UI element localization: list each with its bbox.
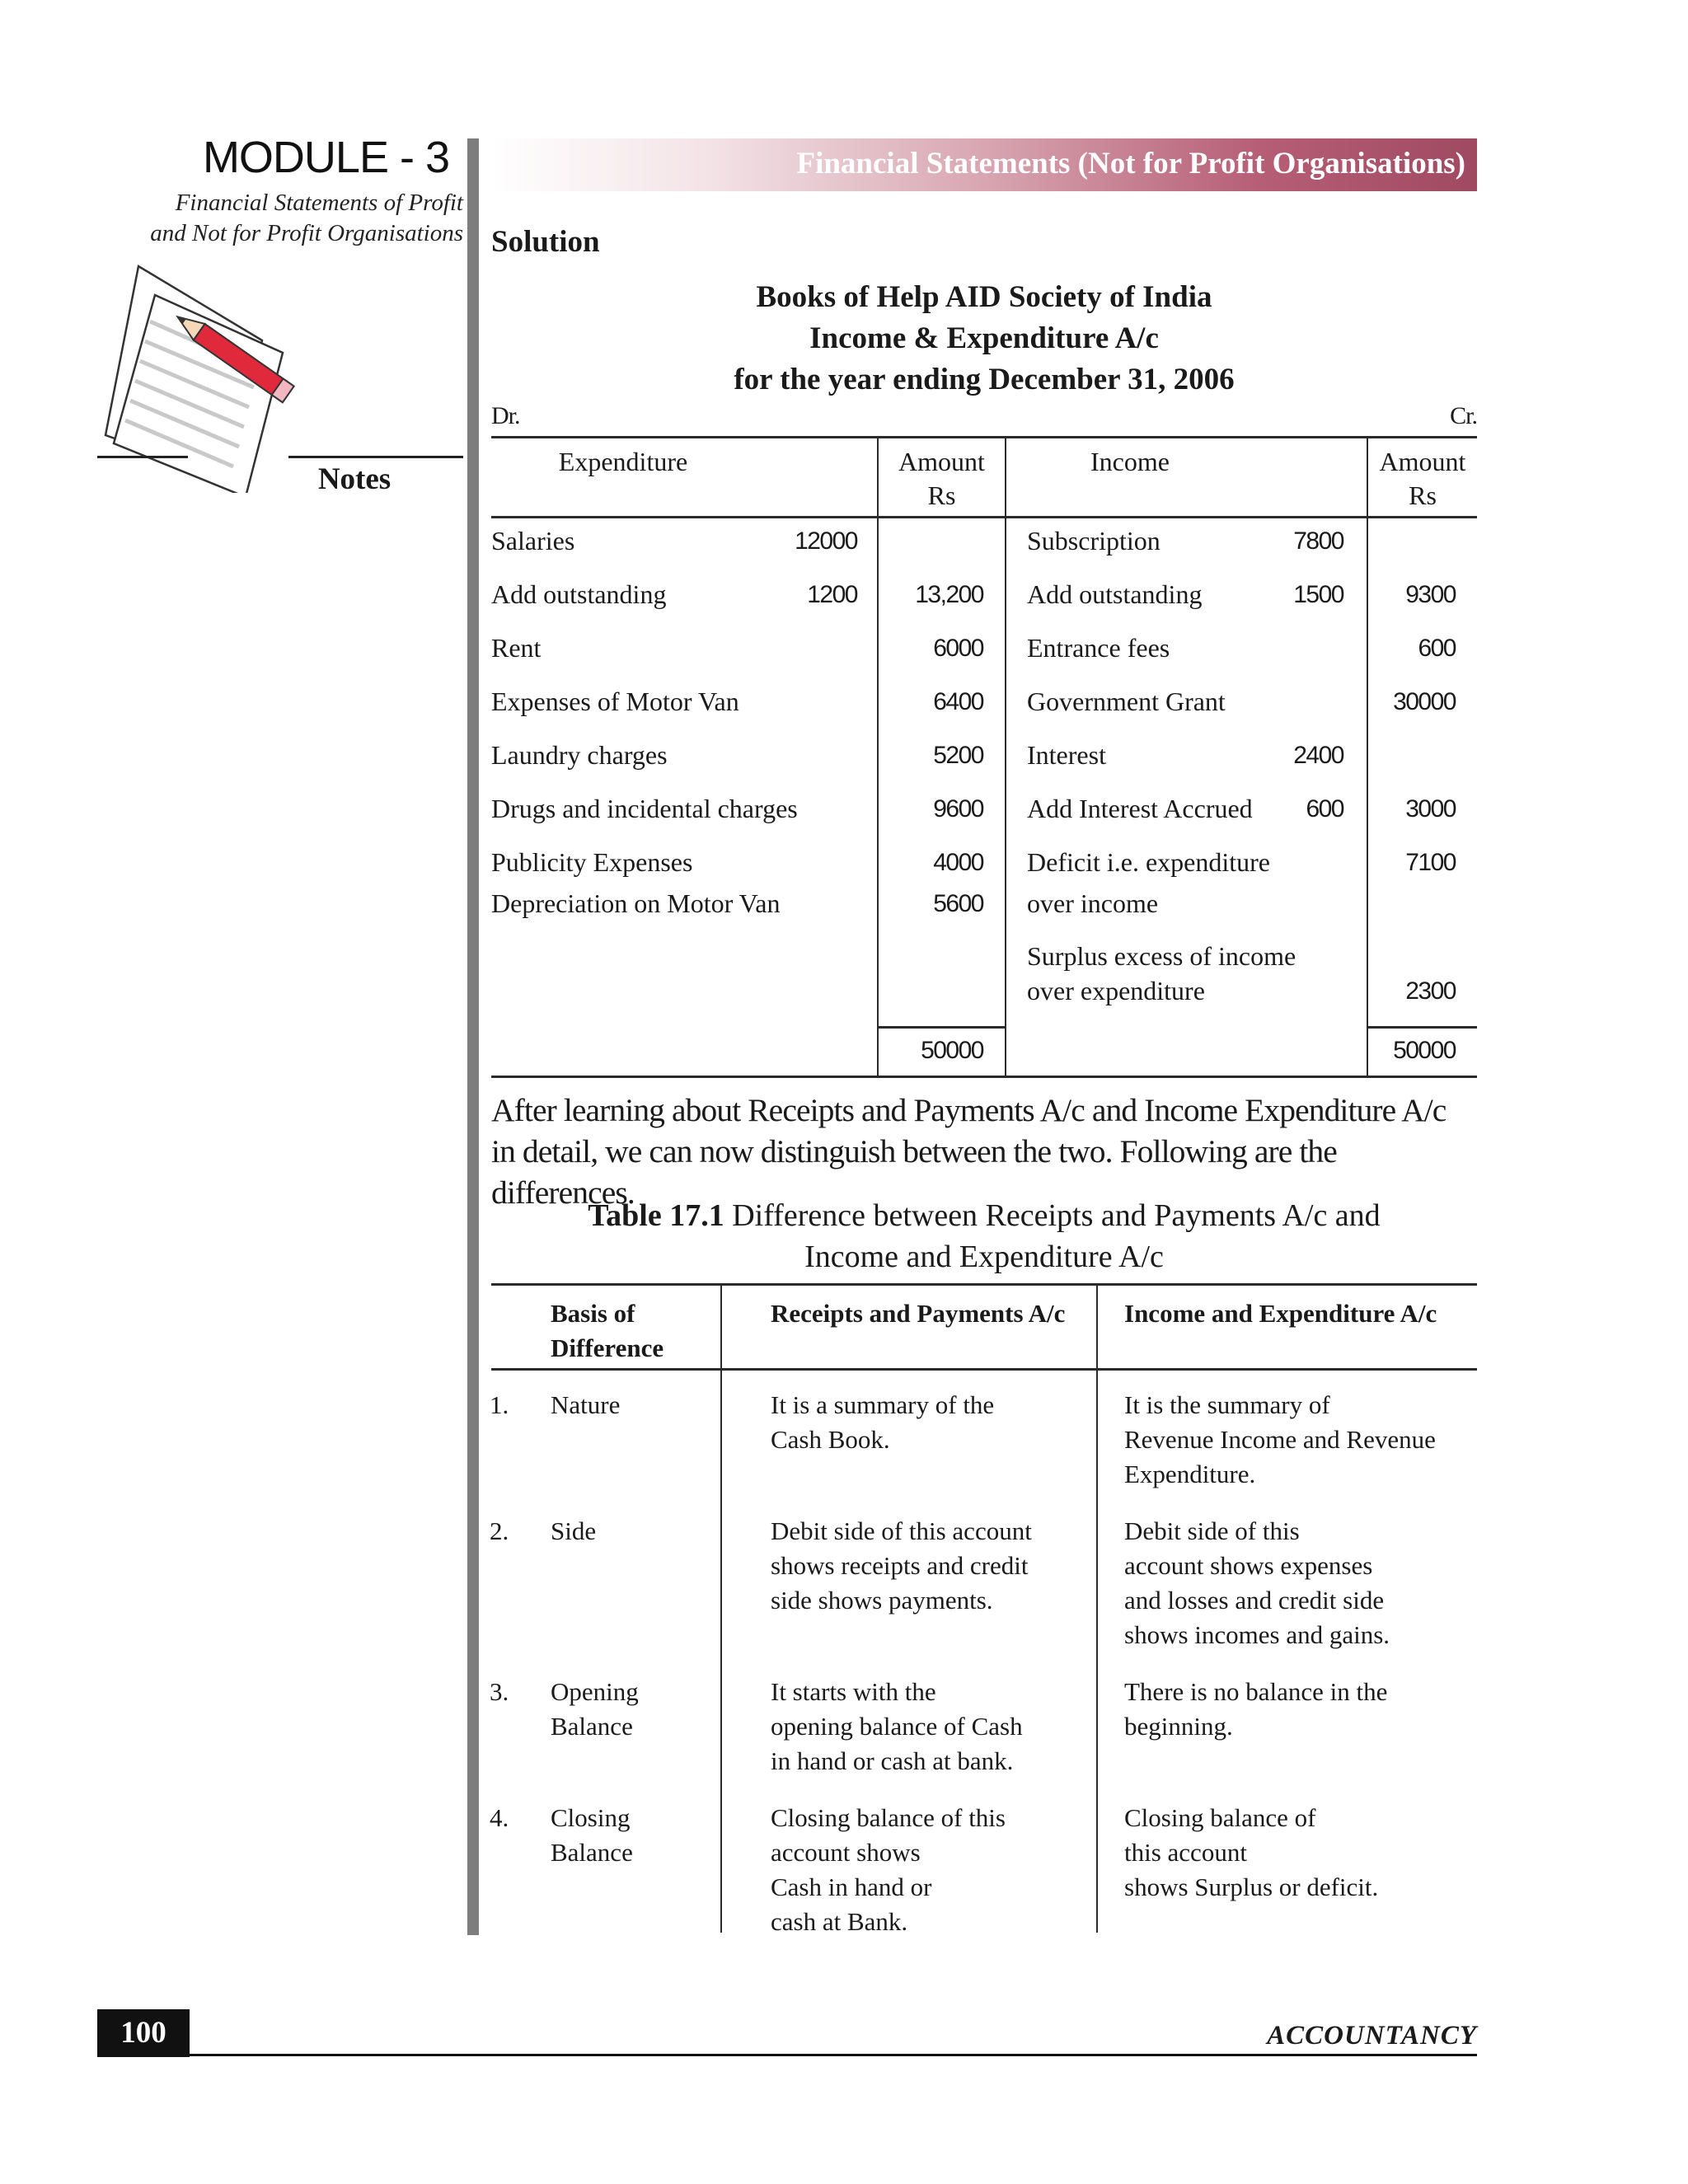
diff-text-line: Nature <box>551 1390 621 1419</box>
exp-amount: 5200 <box>933 742 983 769</box>
diff-row-rp <box>771 1801 1006 1939</box>
diff-text-line: beginning. <box>1124 1712 1233 1741</box>
table-caption-line1: Difference between Receipts and Payments A/c and <box>724 1198 1381 1233</box>
footer-subject: ACCOUNTANCY <box>1267 2021 1477 2050</box>
diff-text-line: Closing balance of <box>1124 1803 1316 1832</box>
diff-text-line: It is a summary of the <box>771 1390 995 1419</box>
banner-title: Financial Statements (Not for Profit Organisations) <box>796 147 1465 180</box>
inc-label: Surplus excess of income <box>1027 941 1296 971</box>
exp-amount: 9600 <box>933 795 983 823</box>
exp-sub: 12000 <box>795 527 857 555</box>
diff-text-line: Balance <box>551 1712 633 1741</box>
diff-text-line: account shows expenses <box>1124 1551 1373 1580</box>
header-income: Income <box>1090 447 1170 476</box>
diff-col-divider-2 <box>1096 1283 1098 1933</box>
inc-label: Government Grant <box>1027 687 1226 716</box>
inc-label: Deficit i.e. expenditure <box>1027 847 1270 877</box>
diff-text-line: Side <box>551 1516 597 1545</box>
module-title: MODULE - 3 <box>202 133 449 182</box>
margin-divider <box>467 138 479 1935</box>
header-amount-inc: Amount <box>1379 447 1466 476</box>
diff-text-line: Cash Book. <box>771 1425 890 1454</box>
diff-text-line: opening balance of Cash <box>771 1712 1023 1741</box>
diff-row-rp <box>771 1675 1023 1779</box>
exp-total: 50000 <box>921 1037 983 1064</box>
diff-text-line: side shows payments. <box>771 1586 993 1615</box>
dr-label: Dr. <box>491 402 520 429</box>
table-caption-number: Table 17.1 <box>588 1198 724 1233</box>
inc-sub: 2400 <box>1293 742 1343 769</box>
table-caption <box>491 1195 1477 1277</box>
diff-text-line: Closing balance of this <box>771 1803 1006 1832</box>
table-header-rule <box>491 516 1477 518</box>
diff-row-number: 3. <box>490 1677 509 1706</box>
diff-text-line: this account <box>1124 1838 1247 1867</box>
diff-text-line: account shows <box>771 1838 921 1867</box>
inc-amount: 3000 <box>1405 795 1456 823</box>
paragraph-line1: After learning about Receipts and Payments A/c and Income Expenditure A/c <box>491 1092 1447 1128</box>
inc-amount: 30000 <box>1393 688 1456 715</box>
diff-text-line: Debit side of this account <box>771 1516 1032 1545</box>
notes-rule-right <box>288 456 463 458</box>
col-divider-2 <box>1005 436 1006 1076</box>
diff-text-line: shows receipts and credit <box>771 1551 1029 1580</box>
exp-label: Depreciation on Motor Van <box>491 888 781 918</box>
module-subtitle-line1: Financial Statements of Profit <box>175 190 463 216</box>
inc-label: Subscription <box>1027 526 1160 555</box>
diff-text-line: Revenue Income and Revenue <box>1124 1425 1436 1454</box>
header-rs-inc: Rs <box>1409 480 1437 510</box>
inc-label: Add outstanding <box>1027 579 1203 609</box>
account-heading-line2: Income & Expenditure A/c <box>809 321 1159 355</box>
exp-amount: 5600 <box>933 890 983 917</box>
diff-text-line: shows Surplus or deficit. <box>1124 1872 1379 1901</box>
diff-text-line: It starts with the <box>771 1677 936 1706</box>
table-bottom-rule <box>491 1076 1477 1078</box>
diff-text-line: Balance <box>551 1838 633 1867</box>
table-top-rule <box>491 436 1477 438</box>
exp-amount: 13,200 <box>915 581 983 608</box>
diff-text-line: Closing <box>551 1803 631 1832</box>
exp-label: Add outstanding <box>491 579 667 609</box>
header-expenditure: Expenditure <box>558 447 688 476</box>
inc-sub: 7800 <box>1293 527 1343 555</box>
diff-header-rule <box>491 1368 1477 1371</box>
diff-header-basis-line2: Difference <box>551 1333 664 1362</box>
header-rs-exp: Rs <box>927 480 956 510</box>
inc-amount: 7100 <box>1405 849 1456 876</box>
notes-label: Notes <box>317 462 392 496</box>
inc-label: Add Interest Accrued <box>1027 794 1253 823</box>
diff-row-number: 2. <box>490 1516 509 1545</box>
solution-label: Solution <box>491 225 600 259</box>
diff-row-basis <box>551 1801 633 1870</box>
exp-sub: 1200 <box>807 581 857 608</box>
account-heading-line3: for the year ending December 31, 2006 <box>734 363 1235 396</box>
exp-total-rule <box>877 1026 1006 1029</box>
inc-amount: 600 <box>1418 635 1456 662</box>
diff-row-basis <box>551 1675 639 1744</box>
header-amount-exp: Amount <box>898 447 985 476</box>
inc-total: 50000 <box>1393 1037 1456 1064</box>
exp-amount: 6400 <box>933 688 983 715</box>
inc-amount: 2300 <box>1405 977 1456 1005</box>
exp-label: Rent <box>491 633 542 663</box>
diff-col-divider-1 <box>720 1283 722 1933</box>
diff-text-line: It is the summary of <box>1124 1390 1330 1419</box>
paragraph-line2: in detail, we can now distinguish between the two. Following are the differences. <box>491 1133 1337 1211</box>
diff-row-number: 4. <box>490 1803 509 1832</box>
exp-label: Drugs and incidental charges <box>491 794 798 823</box>
diff-row-ie <box>1124 1675 1387 1744</box>
diff-row-rp <box>771 1514 1032 1618</box>
exp-amount: 6000 <box>933 635 983 662</box>
diff-top-rule <box>491 1283 1477 1286</box>
inc-label: Interest <box>1027 740 1106 770</box>
diff-header-rp: Receipts and Payments A/c <box>771 1299 1066 1328</box>
exp-label: Publicity Expenses <box>491 847 693 877</box>
diff-text-line: Debit side of this <box>1124 1516 1300 1545</box>
diff-text-line: Opening <box>551 1677 639 1706</box>
diff-row-rp <box>771 1388 994 1457</box>
cr-label: Cr. <box>1450 402 1477 429</box>
module-subtitle <box>82 188 463 249</box>
diff-row-ie <box>1124 1388 1436 1492</box>
exp-label: Laundry charges <box>491 740 668 770</box>
table-caption-line2: Income and Expenditure A/c <box>804 1240 1164 1274</box>
notes-pencil-icon <box>97 262 336 493</box>
diff-header-basis-line1: Basis of <box>551 1299 635 1328</box>
diff-text-line: in hand or cash at bank. <box>771 1746 1014 1775</box>
inc-sub: 600 <box>1306 795 1343 823</box>
account-heading <box>491 277 1477 401</box>
diff-row-ie <box>1124 1514 1390 1652</box>
diff-text-line: and losses and credit side <box>1124 1586 1385 1615</box>
diff-row-number: 1. <box>490 1390 509 1419</box>
inc-sub: 1500 <box>1293 581 1343 608</box>
exp-label: Expenses of Motor Van <box>491 687 739 716</box>
header-banner <box>490 138 1477 191</box>
exp-label: Salaries <box>491 526 575 555</box>
diff-text-line: Expenditure. <box>1124 1460 1256 1488</box>
inc-label: over expenditure <box>1027 976 1205 1005</box>
diff-header-basis <box>551 1296 663 1366</box>
inc-amount: 9300 <box>1405 581 1456 608</box>
diff-row-basis <box>551 1388 620 1422</box>
diff-text-line: There is no balance in the <box>1124 1677 1388 1706</box>
diff-text-line: shows incomes and gains. <box>1124 1620 1390 1649</box>
module-subtitle-line2: and Not for Profit Organisations <box>150 220 463 246</box>
inc-label: over income <box>1027 888 1159 918</box>
diff-row-ie <box>1124 1801 1378 1905</box>
footer-rule <box>97 2054 1477 2056</box>
account-heading-line1: Books of Help AID Society of India <box>756 280 1212 314</box>
inc-label: Entrance fees <box>1027 633 1170 663</box>
diff-row-basis <box>551 1514 596 1549</box>
diff-text-line: cash at Bank. <box>771 1907 908 1936</box>
inc-total-rule <box>1367 1026 1477 1029</box>
diff-header-ie: Income and Expenditure A/c <box>1124 1299 1437 1328</box>
notes-rule-left <box>97 456 188 458</box>
page-number: 100 <box>97 2009 190 2057</box>
diff-text-line: Cash in hand or <box>771 1872 932 1901</box>
exp-amount: 4000 <box>933 849 983 876</box>
